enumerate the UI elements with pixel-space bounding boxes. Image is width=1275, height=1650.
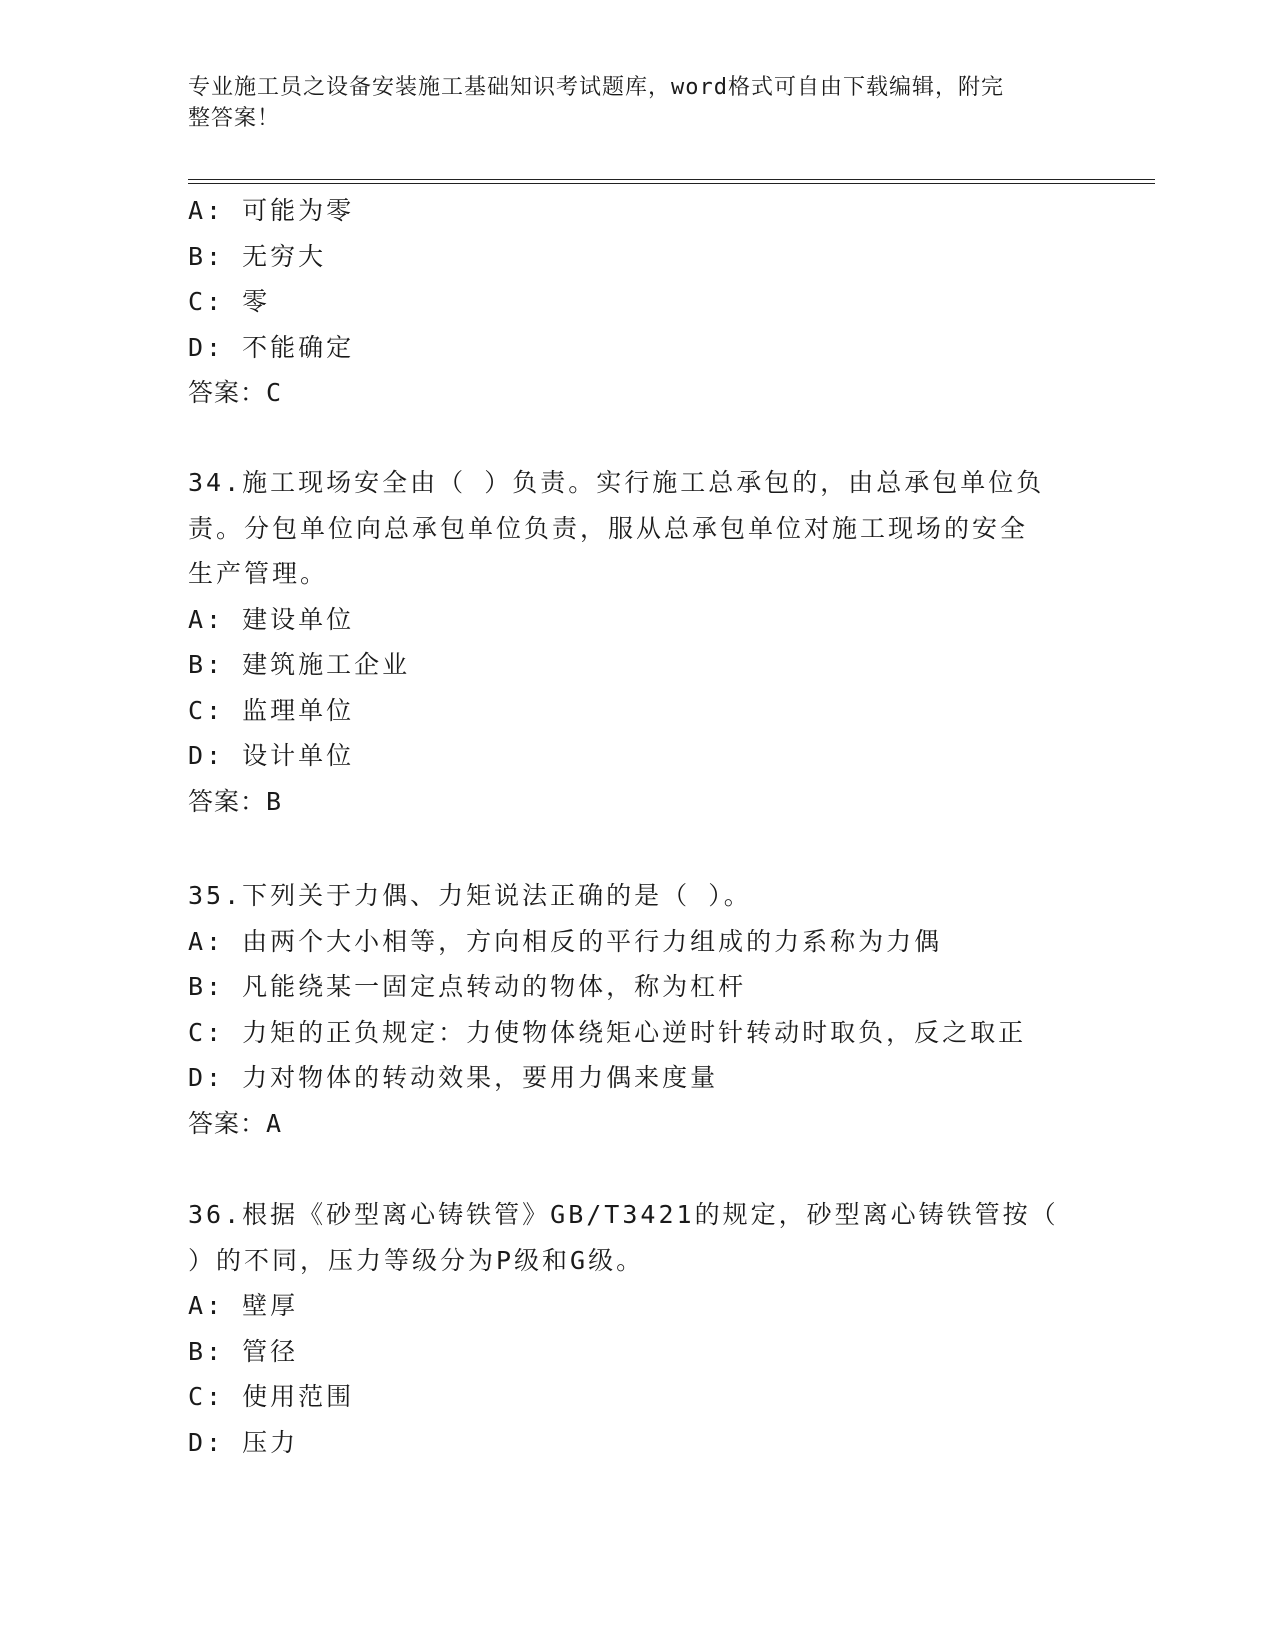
question-text-line-2: 责。分包单位向总承包单位负责，服从总承包单位对施工现场的安全 — [188, 513, 1029, 543]
question-34 — [188, 460, 1068, 824]
option-c: C: 使用范围 — [188, 1382, 355, 1411]
answer: 答案：C — [188, 378, 283, 407]
question-text-line-1: 34.施工现场安全由（ ）负责。实行施工总承包的，由总承包单位负 — [188, 468, 1045, 497]
option-d: D: 力对物体的转动效果，要用力偶来度量 — [188, 1063, 719, 1092]
header-line-2: 整答案！ — [188, 106, 281, 131]
option-d: D: 不能确定 — [188, 332, 355, 362]
option-b: B: 管径 — [188, 1336, 299, 1366]
header-line-1: 专业施工员之设备安装施工基础知识考试题库，word格式可自由下载编辑，附完 — [188, 75, 1004, 100]
option-b: B: 凡能绕某一固定点转动的物体，称为杠杆 — [188, 972, 747, 1001]
option-d: D: 压力 — [188, 1427, 299, 1457]
question-text-line-1: 35.下列关于力偶、力矩说法正确的是（ ）。 — [188, 881, 752, 910]
option-a: A: 由两个大小相等，方向相反的平行力组成的力系称为力偶 — [188, 926, 943, 956]
question-text-line-2: ）的不同，压力等级分为P级和G级。 — [188, 1245, 645, 1275]
question-33 — [188, 188, 1068, 416]
document-header — [188, 72, 1068, 134]
option-a: A: 建设单位 — [188, 604, 355, 634]
option-c: C: 监理单位 — [188, 695, 355, 725]
answer: 答案：A — [188, 1108, 283, 1138]
option-a: A: 壁厚 — [188, 1291, 299, 1320]
option-b: B: 建筑施工企业 — [188, 650, 411, 679]
question-text-line-1: 36.根据《砂型离心铸铁管》GB/T3421的规定，砂型离心铸铁管按（ — [188, 1200, 1059, 1229]
header-divider-bottom — [188, 183, 1155, 184]
option-b: B: 无穷大 — [188, 241, 327, 271]
option-c: C: 力矩的正负规定：力使物体绕矩心逆时针转动时取负，反之取正 — [188, 1017, 1027, 1047]
header-divider-top — [188, 179, 1155, 180]
question-text-line-3: 生产管理。 — [188, 559, 329, 588]
option-c: C: 零 — [188, 287, 271, 316]
question-36 — [188, 1192, 1068, 1465]
option-d: D: 设计单位 — [188, 741, 355, 770]
question-35 — [188, 873, 1068, 1146]
answer: 答案：B — [188, 786, 283, 816]
option-a: A: 可能为零 — [188, 196, 355, 225]
